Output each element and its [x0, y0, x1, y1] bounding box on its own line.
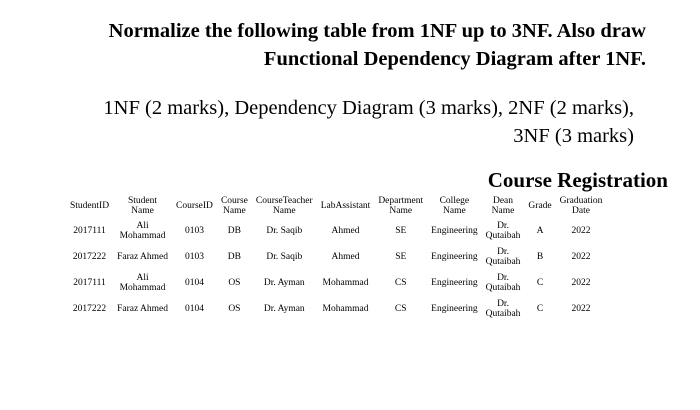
cell-text: Mohammad	[322, 277, 369, 288]
table-row	[70, 218, 606, 244]
header-text: Dean	[492, 195, 514, 206]
cell-text: 0103	[184, 251, 204, 262]
header-text: Name	[131, 206, 154, 216]
header-text: StudentID	[70, 200, 110, 211]
header-text: Name	[272, 206, 296, 216]
header-text: Date	[572, 206, 590, 216]
cell-course-teacher	[252, 244, 317, 270]
cell-course-id	[172, 218, 217, 244]
cell-text: CS	[394, 277, 407, 288]
cell-text: Dr.	[497, 272, 509, 283]
question-line-1: Normalize the following table from 1NF up to 3NF. Also draw	[108, 20, 646, 42]
cell-text: Engineering	[431, 225, 478, 236]
cell-text: OS	[228, 303, 241, 314]
cell-lab-assistant	[317, 296, 375, 322]
cell-college	[427, 296, 481, 322]
header-text: Name	[223, 206, 246, 216]
cell-course-teacher	[252, 218, 317, 244]
cell-text: Mohammad	[322, 303, 369, 314]
cell-grade	[524, 244, 555, 270]
cell-text: 0103	[184, 225, 204, 236]
cell-student-id	[70, 270, 113, 296]
cell-student-name	[113, 296, 172, 322]
cell-course-id	[172, 270, 217, 296]
cell-text: Dr. Ayman	[263, 277, 305, 288]
header-grade	[524, 194, 555, 218]
cell-lab-assistant	[317, 244, 375, 270]
cell-text: Mohammad	[119, 231, 166, 241]
cell-text: Ali	[136, 220, 149, 231]
cell-text: Dr.	[497, 246, 509, 257]
cell-college	[427, 218, 481, 244]
cell-dean	[482, 244, 525, 270]
cell-text: Qutaibah	[485, 309, 521, 319]
cell-course-name	[217, 218, 252, 244]
cell-text: Qutaibah	[485, 257, 521, 267]
cell-course-teacher	[252, 296, 317, 322]
cell-dean	[482, 218, 525, 244]
marks-text	[40, 94, 634, 150]
cell-text: Faraz Ahmed	[117, 303, 168, 314]
header-text: Name	[389, 206, 413, 216]
cell-text: B	[536, 251, 544, 262]
cell-text: Dr.	[497, 220, 509, 231]
cell-text: Ali	[136, 272, 149, 283]
cell-text: A	[536, 225, 544, 236]
header-text: Name	[443, 206, 466, 216]
header-text: Course	[220, 195, 248, 206]
cell-text: SE	[395, 225, 407, 236]
cell-student-id	[70, 244, 113, 270]
cell-college	[427, 244, 481, 270]
cell-student-name	[113, 270, 172, 296]
cell-course-name	[217, 270, 252, 296]
header-text: Grade	[528, 200, 552, 211]
header-text: Name	[491, 206, 515, 216]
cell-student-name	[113, 244, 172, 270]
header-text: Graduation	[559, 195, 603, 206]
cell-college	[427, 270, 481, 296]
cell-text: 2022	[571, 277, 591, 288]
cell-text: 0104	[184, 277, 204, 288]
header-student-id	[70, 194, 113, 218]
table-header-row	[70, 194, 606, 218]
cell-text: 2022	[571, 225, 591, 236]
cell-text: 2017111	[73, 277, 106, 288]
cell-department	[374, 270, 427, 296]
cell-lab-assistant	[317, 270, 375, 296]
cell-grade	[524, 296, 555, 322]
cell-text: DB	[227, 251, 241, 262]
header-course-teacher-name	[252, 194, 317, 218]
cell-text: 2017222	[72, 303, 107, 314]
cell-text: Qutaibah	[485, 283, 521, 293]
cell-text: Ahmed	[331, 225, 360, 236]
cell-text: 0104	[184, 303, 204, 314]
cell-graduation-date	[556, 244, 607, 270]
cell-text: Faraz Ahmed	[117, 251, 168, 262]
header-graduation-date	[556, 194, 607, 218]
cell-text: DB	[227, 225, 241, 236]
cell-course-id	[172, 296, 217, 322]
cell-text: Dr. Saqib	[266, 251, 303, 262]
cell-dean	[482, 296, 525, 322]
cell-department	[374, 218, 427, 244]
cell-text: Dr. Saqib	[266, 225, 303, 236]
cell-text: Qutaibah	[485, 231, 521, 241]
header-lab-assistant	[317, 194, 375, 218]
cell-text: Ahmed	[331, 251, 360, 262]
cell-student-id	[70, 218, 113, 244]
marks-line-1: 1NF (2 marks), Dependency Diagram (3 marks), 2NF (2 marks),	[103, 97, 634, 119]
cell-student-name	[113, 218, 172, 244]
header-course-name	[217, 194, 252, 218]
table-row	[70, 244, 606, 270]
cell-text: C	[536, 303, 544, 314]
header-text: College	[439, 195, 470, 206]
header-text: Student	[128, 195, 158, 206]
cell-text: 2017222	[72, 251, 107, 262]
cell-graduation-date	[556, 296, 607, 322]
header-student-name	[113, 194, 172, 218]
marks-line-2: 3NF (3 marks)	[513, 125, 634, 147]
cell-text: 2017111	[73, 225, 106, 236]
header-text: CourseTeacher	[255, 195, 313, 206]
header-text: CourseID	[175, 200, 213, 211]
cell-dean	[482, 270, 525, 296]
cell-graduation-date	[556, 218, 607, 244]
cell-text: Engineering	[431, 277, 478, 288]
cell-grade	[524, 270, 555, 296]
cell-text: Dr.	[497, 298, 509, 309]
cell-text: Dr. Ayman	[263, 303, 305, 314]
question-text	[40, 17, 646, 73]
table-row	[70, 270, 606, 296]
table-title: Course Registration	[487, 168, 668, 192]
header-department-name	[374, 194, 427, 218]
cell-text: SE	[395, 251, 407, 262]
header-text: Department	[378, 195, 424, 206]
cell-text: C	[536, 277, 544, 288]
cell-course-name	[217, 244, 252, 270]
cell-text: 2022	[571, 303, 591, 314]
header-college-name	[427, 194, 481, 218]
cell-lab-assistant	[317, 218, 375, 244]
cell-text: 2022	[571, 251, 591, 262]
cell-course-name	[217, 296, 252, 322]
cell-grade	[524, 218, 555, 244]
table-row	[70, 296, 606, 322]
header-text: LabAssistant	[320, 200, 371, 211]
cell-text: Mohammad	[119, 283, 166, 293]
cell-course-id	[172, 244, 217, 270]
course-registration-table	[70, 194, 606, 322]
cell-student-id	[70, 296, 113, 322]
question-line-2: Functional Dependency Diagram after 1NF.	[263, 48, 646, 70]
cell-graduation-date	[556, 270, 607, 296]
cell-department	[374, 244, 427, 270]
header-dean-name	[482, 194, 525, 218]
cell-department	[374, 296, 427, 322]
cell-text: Engineering	[431, 303, 478, 314]
cell-text: Engineering	[431, 251, 478, 262]
header-course-id	[172, 194, 217, 218]
cell-text: OS	[228, 277, 241, 288]
cell-text: CS	[394, 303, 407, 314]
cell-course-teacher	[252, 270, 317, 296]
